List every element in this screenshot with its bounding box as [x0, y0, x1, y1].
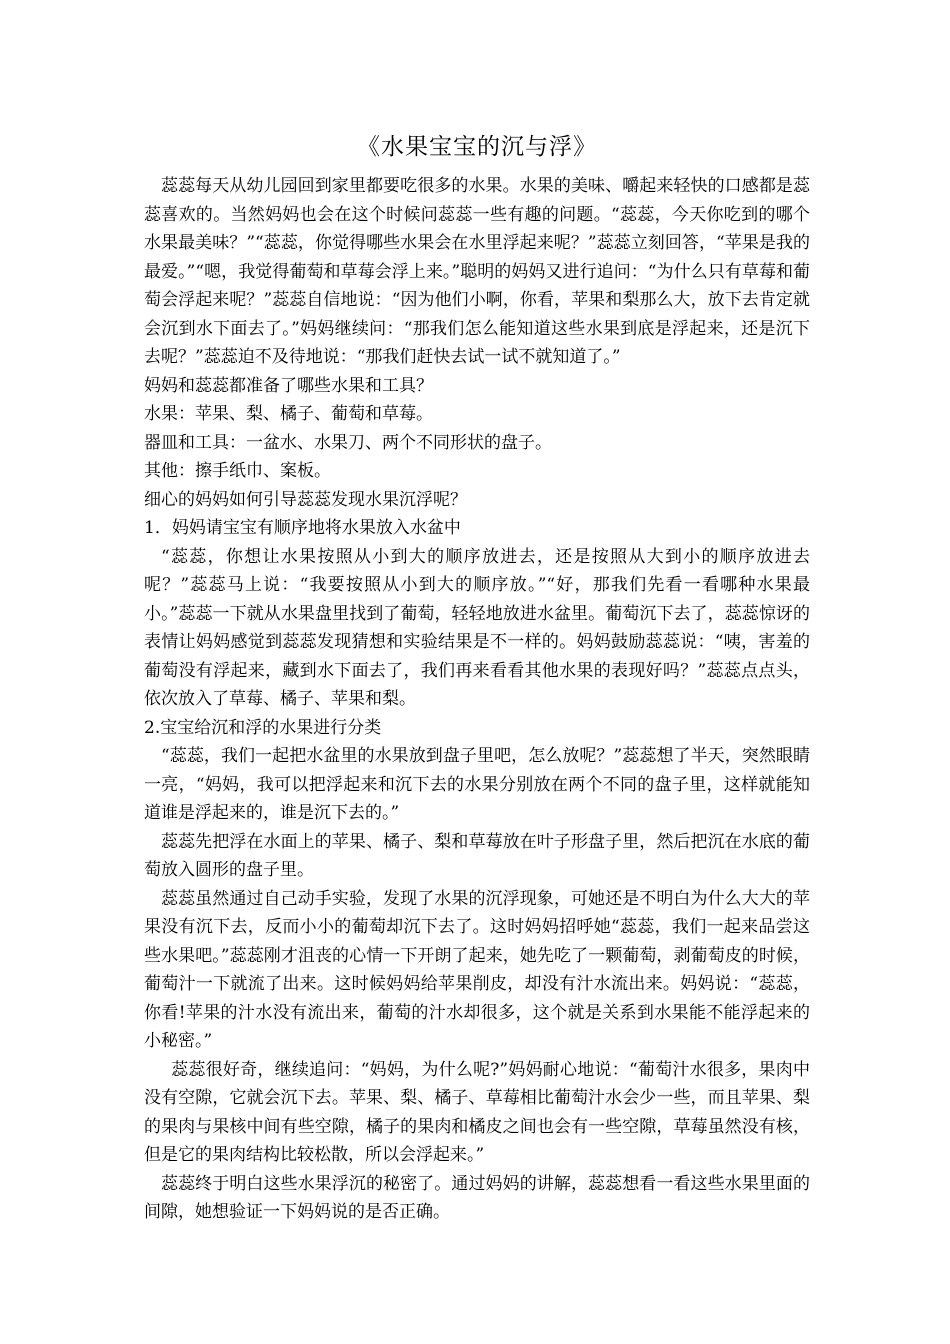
paragraph-fruits: 水果：苹果、梨、橘子、葡萄和草莓。: [144, 404, 433, 424]
paragraph-step-1: “蕊蕊，你想让水果按照从小到大的顺序放进去，还是按照从大到小的顺序放进去呢？”蕊蕊马上说：“我要按照从小到大的顺序放。”“好，那我们先看一看哪种水果最小。”蕊蕊一下就从水果盘里找到了葡萄，轻轻地放进水盆里。葡萄沉下去了，蕊蕊惊讶的表情让妈妈感觉到蕊蕊发现猜想和实验结果是不一样的。妈妈鼓励蕊蕊说：“咦，害羞的葡萄没有浮起来，藏到水下面去了，我们再来看看其他水果的表现好吗？”蕊蕊点点头，依次放入了草莓、橘子、苹果和梨。: [144, 546, 810, 709]
paragraph-sorting: 蕊蕊先把浮在水面上的苹果、橘子、梨和草莓放在叶子形盘子里，然后把沉在水底的葡萄放入圆形的盘子里。: [144, 831, 810, 880]
section-heading-2: 2.宝宝给沉和浮的水果进行分类: [144, 717, 382, 738]
paragraph-intro: 蕊蕊每天从幼儿园回到家里都要吃很多的水果。水果的美味、嚼起来轻快的口感都是蕊蕊喜欢的。当然妈妈也会在这个时候问蕊蕊一些有趣的问题。“蕊蕊，今天你吃到的哪个水果最美味？”“蕊蕊，你觉得哪些水果会在水里浮起来呢？”蕊蕊立刻回答，“苹果是我的最爱。”“嗯，我觉得葡萄和草莓会浮上来。”聪明的妈妈又进行追问：“为什么只有草莓和葡萄会浮起来呢？”蕊蕊自信地说：“因为他们小啊，你看，苹果和梨那么大，放下去肯定就会沉到水下面去了。”妈妈继续问：“那我们怎么能知道这些水果到底是浮起来，还是沉下去呢？”蕊蕊迫不及待地说：“那我们赶快去试一试不就知道了。”: [144, 176, 810, 367]
document-page: [144, 127, 810, 1227]
paragraph-other: 其他：擦手纸巾、案板。: [144, 461, 331, 481]
paragraph-step-2: “蕊蕊，我们一起把水盆里的水果放到盘子里吧，怎么放呢？”蕊蕊想了半天，突然眼睛一亮，“妈妈，我可以把浮起来和沉下去的水果分别放在两个不同的盘子里，这样就能知道谁是浮起来的，谁是沉下去的。”: [144, 746, 810, 823]
paragraph-explanation: 蕊蕊很好奇，继续追问：“妈妈，为什么呢?”妈妈耐心地说：“葡萄汁水很多，果肉中没有空隙，它就会沉下去。苹果、梨、橘子、草莓相比葡萄汁水会少一些，而且苹果、梨的果肉与果核中间有些空隙，橘子的果肉和橘皮之间也会有一些空隙，草莓虽然没有核，但是它的果肉结构比较松散，所以会浮起来。”: [144, 1059, 810, 1165]
paragraph-tasting: 蕊蕊虽然通过自己动手实验，发现了水果的沉浮现象，可她还是不明白为什么大大的苹果没有沉下去，反而小小的葡萄却沉下去了。这时妈妈招呼她“蕊蕊，我们一起来品尝这些水果吧。”蕊蕊刚才沮丧的心情一下开朗了起来，她先吃了一颗葡萄，剥葡萄皮的时候，葡萄汁一下就流了出来。这时候妈妈给苹果削皮，却没有汁水流出来。妈妈说：“蕊蕊，你看!苹果的汁水没有流出来，葡萄的汁水却很多，这个就是关系到水果能不能浮起来的小秘密。”: [144, 888, 810, 1051]
paragraph-question-guide: 细心的妈妈如何引导蕊蕊发现水果沉浮呢？: [144, 489, 467, 510]
document-title: 《水果宝宝的沉与浮》: [357, 134, 597, 160]
paragraph-conclusion: 蕊蕊终于明白这些水果浮沉的秘密了。通过妈妈的讲解，蕊蕊想看一看这些水果里面的间隙，她想验证一下妈妈说的是否正确。: [144, 1173, 810, 1222]
section-heading-1: 1．妈妈请宝宝有顺序地将水果放入水盆中: [144, 518, 461, 538]
paragraph-tools: 器皿和工具：一盆水、水果刀、两个不同形状的盘子。: [144, 432, 552, 453]
paragraph-question-materials: 妈妈和蕊蕊都准备了哪些水果和工具？: [144, 375, 433, 396]
